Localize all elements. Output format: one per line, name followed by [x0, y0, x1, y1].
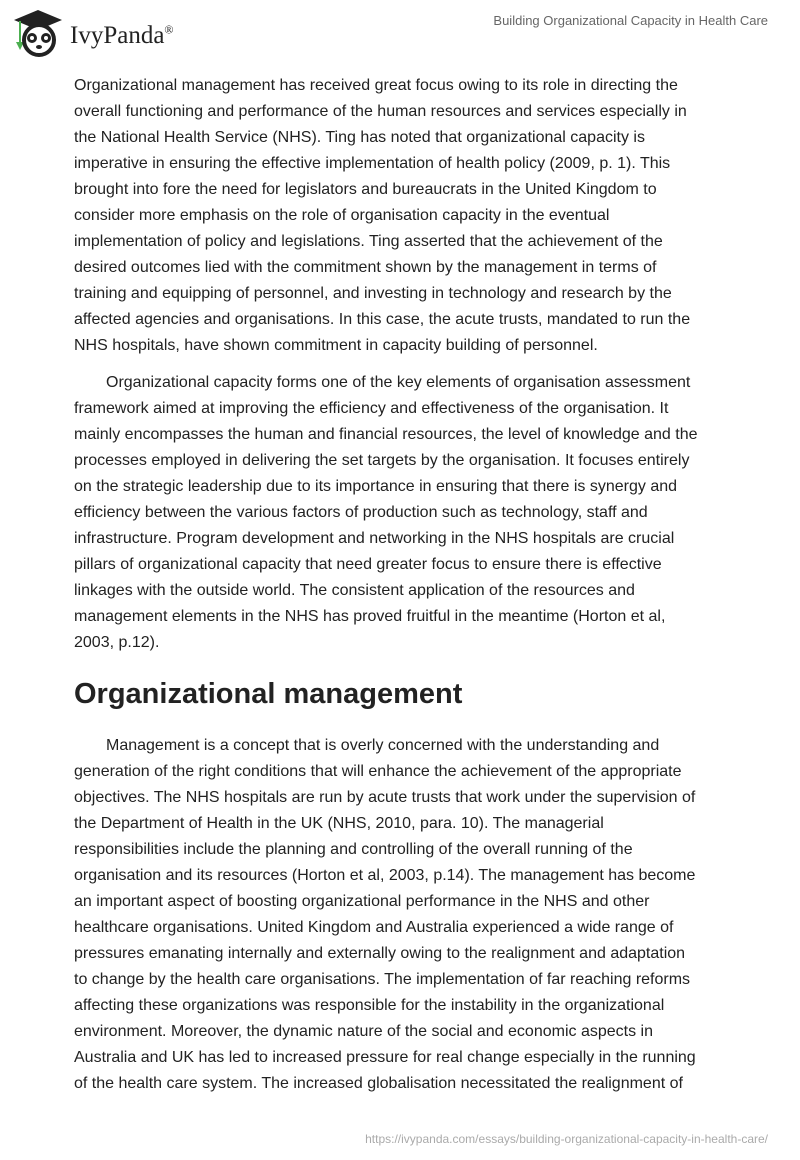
text-line: healthcare organisations. United Kingdom and Australia experienced a wide range of: [74, 919, 674, 936]
text-line: efficiency between the various factors of production such as technology, staff and: [74, 504, 648, 521]
text-line: overall functioning and performance of the human resources and services especially in: [74, 103, 687, 120]
page-header: [0, 0, 800, 60]
text-line: desired outcomes lied with the commitment shown by the management in terms of: [74, 259, 657, 276]
paragraph: [74, 733, 744, 1097]
text-line: of the health care system. The increased globalisation necessitated the realignment of: [74, 1075, 683, 1092]
panda-graduate-icon: [12, 8, 64, 58]
text-line: the Department of Health in the UK (NHS, 2010, para. 10). The managerial: [74, 815, 604, 832]
text-line: linkages with the outside world. The consistent application of the resources and: [74, 582, 635, 599]
text-line: Australia and UK has led to increased pressure for real change especially in the running: [74, 1049, 696, 1066]
text-line: management elements in the NHS has proved fruitful in the meantime (Horton et al,: [74, 608, 666, 625]
text-line: affecting these organizations was responsible for the instability in the organizational: [74, 997, 665, 1014]
brand-name: IvyPanda®: [70, 22, 174, 49]
text-line: the National Health Service (NHS). Ting has noted that organizational capacity is: [74, 129, 645, 146]
source-url: https://ivypanda.com/essays/building-organizational-capacity-in-health-care/: [365, 1132, 768, 1146]
text-line: environment. Moreover, the dynamic nature of the social and economic aspects in: [74, 1023, 653, 1040]
text-line: infrastructure. Program development and networking in the NHS hospitals are crucial: [74, 530, 675, 547]
text-line: consider more emphasis on the role of organisation capacity in the eventual: [74, 207, 610, 224]
text-line: organisation and its resources (Horton et al, 2003, p.14). The management has become: [74, 867, 696, 884]
text-line: framework aimed at improving the efficiency and effectiveness of the organisation. It: [74, 400, 669, 417]
text-line: 2003, p.12).: [74, 634, 160, 651]
text-line: mainly encompasses the human and financial resources, the level of knowledge and the: [74, 426, 698, 443]
text-line: an important aspect of boosting organizational performance in the NHS and other: [74, 893, 650, 910]
text-line: responsibilities include the planning and controlling of the overall running of the: [74, 841, 633, 858]
text-line: affected agencies and organisations. In this case, the acute trusts, mandated to run the: [74, 311, 691, 328]
text-line: generation of the right conditions that will enhance the achievement of the appropriate: [74, 763, 682, 780]
text-line: to change by the health care organisations. The implementation of far reaching reforms: [74, 971, 691, 988]
paragraph: [74, 73, 744, 359]
text-line: NHS hospitals, have shown commitment in capacity building of personnel.: [74, 337, 598, 354]
text-line: objectives. The NHS hospitals are run by acute trusts that work under the supervision of: [74, 789, 696, 806]
essay-content: [74, 73, 744, 1108]
paragraph: [74, 370, 744, 656]
text-line: pillars of organizational capacity that need greater focus to ensure there is effective: [74, 556, 662, 573]
text-line: brought into fore the need for legislators and bureaucrats in the United Kingdom to: [74, 181, 657, 198]
text-line: Management is a concept that is overly concerned with the understanding and: [106, 737, 660, 754]
text-line: pressures emanating internally and externally owing to the realignment and adaptation: [74, 945, 686, 962]
text-line: implementation of policy and legislations. Ting asserted that the achievement of the: [74, 233, 663, 250]
section-heading: Organizational management: [74, 678, 463, 710]
ivypanda-logo[interactable]: [12, 8, 174, 58]
text-line: imperative in ensuring the effective implementation of health policy (2009, p. 1). This: [74, 155, 671, 172]
text-line: Organizational management has received great focus owing to its role in directing the: [74, 77, 678, 94]
text-line: training and equipping of personnel, and investing in technology and research by the: [74, 285, 672, 302]
text-line: Organizational capacity forms one of the key elements of organisation assessment: [106, 374, 691, 391]
document-title: Building Organizational Capacity in Health Care: [493, 13, 768, 28]
text-line: on the strategic leadership due to its importance in ensuring that there is synergy and: [74, 478, 678, 495]
text-line: processes employed in delivering the set targets by the organisation. It focuses entirely: [74, 452, 690, 469]
